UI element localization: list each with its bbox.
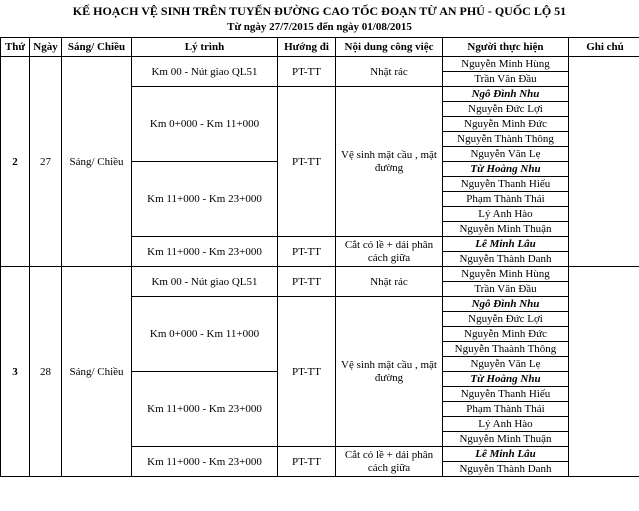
cell-ghi-chu: [569, 57, 639, 267]
header-huong-di: Hướng đi: [278, 38, 336, 57]
cell-person: Nguyễn Thành Thông: [443, 132, 569, 147]
cell-person: Nguyễn Văn Lẹ: [443, 147, 569, 162]
header-noi-dung: Nội dung công việc: [336, 38, 443, 57]
cell-person: Nguyễn Thaành Thông: [443, 342, 569, 357]
cell-person: Nguyễn Văn Lẹ: [443, 357, 569, 372]
cell-person-lead: Ngô Đình Nhu: [443, 87, 569, 102]
cell-person: Nguyễn Thanh Hiếu: [443, 387, 569, 402]
cell-noi-dung: Vệ sinh mặt cầu , mặt đường: [336, 87, 443, 237]
cell-person: Nguyễn Minh Đức: [443, 327, 569, 342]
cell-noi-dung: Cắt cỏ lề + dải phân cách giữa: [336, 447, 443, 477]
cell-person: Nguyễn Thành Danh: [443, 252, 569, 267]
cell-huong-di: PT-TT: [278, 447, 336, 477]
header-thu: Thứ: [1, 38, 30, 57]
cell-person: Trần Văn Đầu: [443, 72, 569, 87]
cell-noi-dung: Vệ sinh mặt cầu , mặt đường: [336, 297, 443, 447]
cell-noi-dung: Cắt cỏ lề + dải phân cách giữa: [336, 237, 443, 267]
cell-ly-trinh: Km 11+000 - Km 23+000: [132, 447, 278, 477]
page-title: KẾ HOẠCH VỆ SINH TRÊN TUYẾN ĐƯỜNG CAO TỐC ĐOẠN TỪ AN PHÚ - QUỐC LỘ 51: [72, 4, 567, 18]
cell-person: Nguyễn Minh Thuận: [443, 432, 569, 447]
cell-thu: 2: [1, 57, 30, 267]
cell-person: Nguyễn Thanh Hiếu: [443, 177, 569, 192]
cell-huong-di: PT-TT: [278, 267, 336, 297]
cell-noi-dung: Nhặt rác: [336, 267, 443, 297]
cell-person-lead: Lê Minh Lâu: [443, 237, 569, 252]
header-ca: Sáng/ Chiều: [62, 38, 132, 57]
cell-person: Trần Văn Đầu: [443, 282, 569, 297]
cell-person-lead: Từ Hoàng Nhu: [443, 162, 569, 177]
cell-ly-trinh: Km 0+000 - Km 11+000: [132, 87, 278, 162]
table-row: [1, 267, 639, 282]
cell-ca: Sáng/ Chiều: [62, 57, 132, 267]
page-subtitle: Từ ngày 27/7/2015 đến ngày 01/08/2015: [227, 21, 412, 33]
schedule-table: [0, 37, 639, 477]
cell-person: Nguyễn Minh Đức: [443, 117, 569, 132]
cell-ly-trinh: Km 11+000 - Km 23+000: [132, 237, 278, 267]
header-nguoi: Người thực hiện: [443, 38, 569, 57]
header-ngay: Ngày: [30, 38, 62, 57]
header-ly-trinh: Lý trình: [132, 38, 278, 57]
cell-person: Lý Anh Hào: [443, 207, 569, 222]
cell-huong-di: PT-TT: [278, 87, 336, 237]
cell-ly-trinh: Km 11+000 - Km 23+000: [132, 162, 278, 237]
header-ghi-chu: Ghi chú: [569, 38, 639, 57]
cell-person: Nguyễn Minh Thuận: [443, 222, 569, 237]
cell-huong-di: PT-TT: [278, 237, 336, 267]
cell-person-lead: Ngô Đình Nhu: [443, 297, 569, 312]
cell-person: Phạm Thành Thái: [443, 402, 569, 417]
cell-person: Nguyễn Đức Lợi: [443, 312, 569, 327]
cell-person: Nguyễn Minh Hùng: [443, 57, 569, 72]
cell-person-lead: Lê Minh Lâu: [443, 447, 569, 462]
cell-person: Nguyễn Đức Lợi: [443, 102, 569, 117]
cell-person: Nguyễn Thành Danh: [443, 462, 569, 477]
cell-thu: 3: [1, 267, 30, 477]
cell-huong-di: PT-TT: [278, 297, 336, 447]
cell-person: Phạm Thành Thái: [443, 192, 569, 207]
cell-ca: Sáng/ Chiều: [62, 267, 132, 477]
cell-huong-di: PT-TT: [278, 57, 336, 87]
cell-ghi-chu: [569, 267, 639, 477]
cell-ly-trinh: Km 00 - Nút giao QL51: [132, 57, 278, 87]
cell-ngay: 28: [30, 267, 62, 477]
cell-ly-trinh: Km 11+000 - Km 23+000: [132, 372, 278, 447]
cell-ly-trinh: Km 0+000 - Km 11+000: [132, 297, 278, 372]
cell-person: Nguyễn Minh Hùng: [443, 267, 569, 282]
table-row: [1, 57, 639, 72]
cell-person-lead: Từ Hoàng Nhu: [443, 372, 569, 387]
header-row: [1, 38, 639, 57]
cell-ngay: 27: [30, 57, 62, 267]
cell-noi-dung: Nhặt rác: [336, 57, 443, 87]
cell-ly-trinh: Km 00 - Nút giao QL51: [132, 267, 278, 297]
cell-person: Lý Anh Hào: [443, 417, 569, 432]
